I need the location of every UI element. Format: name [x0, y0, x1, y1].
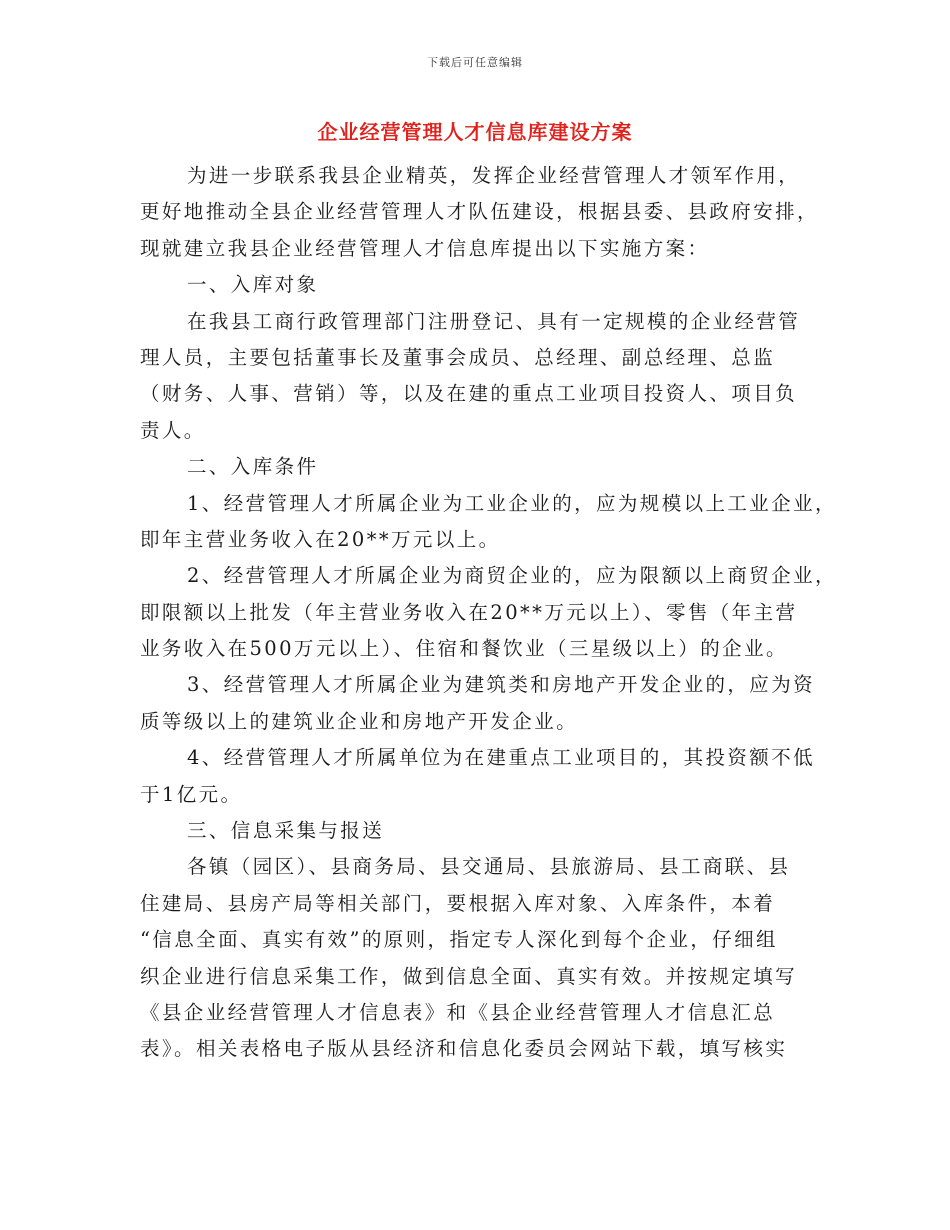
body-line: 2、经营管理人才所属企业为商贸企业的，应为限额以上商贸企业，: [187, 564, 837, 588]
section-heading: 二、入库条件: [187, 455, 319, 479]
body-line: 业务收入在500万元以上）、住宿和餐饮业（三星级以上）的企业。: [140, 637, 788, 661]
body-line: 在我县工商行政管理部门注册登记、具有一定规模的企业经营管: [187, 309, 801, 333]
body-line: 表》。相关表格电子版从县经济和信息化委员会网站下载，填写核实: [140, 1037, 788, 1061]
body-line: 《县企业经营管理人才信息表》和《县企业经营管理人才信息汇总: [140, 1000, 776, 1024]
document-title: 企业经营管理人才信息库建设方案: [317, 120, 633, 144]
body-line: 即限额以上批发（年主营业务收入在20**万元以上）、零售（年主营: [140, 600, 798, 624]
document-body: [140, 158, 837, 1068]
body-line: 住建局、县房产局等相关部门，要根据入库对象、入库条件，本着: [140, 891, 776, 915]
body-line: 1、经营管理人才所属企业为工业企业的，应为规模以上工业企业，: [187, 491, 837, 515]
body-line: 4、经营管理人才所属单位为在建重点工业项目的，其投资额不低: [187, 746, 816, 770]
body-line: 即年主营业务收入在20**万元以上。: [140, 527, 501, 551]
body-line: “信息全面、真实有效”的原则，指定专人深化到每个企业，仔细组: [140, 928, 778, 952]
body-line: 3、经营管理人才所属企业为建筑类和房地产开发企业的，应为资: [187, 673, 816, 697]
body-line: 质等级以上的建筑业企业和房地产开发企业。: [140, 709, 579, 733]
section-heading: 一、入库对象: [187, 273, 319, 297]
body-line: 责人。: [140, 418, 206, 442]
body-line: 更好地推动全县企业经营管理人才队伍建设，根据县委、县政府安排，: [140, 200, 819, 224]
body-line: 理人员，主要包括董事长及董事会成员、总经理、副总经理、总监: [140, 345, 776, 369]
header-note: 下载后可任意编辑: [427, 56, 523, 69]
body-line: 现就建立我县企业经营管理人才信息库提出以下实施方案：: [140, 236, 710, 260]
body-line: （财务、人事、营销）等，以及在建的重点工业项目投资人、项目负: [140, 382, 798, 406]
body-line: 织企业进行信息采集工作，做到信息全面、真实有效。并按规定填写: [140, 964, 798, 988]
body-line: 为进一步联系我县企业精英，发挥企业经营管理人才领军作用，: [187, 164, 801, 187]
body-line: 于1亿元。: [140, 782, 243, 806]
section-heading: 三、信息采集与报送: [187, 819, 385, 843]
body-line: 各镇（园区）、县商务局、县交通局、县旅游局、县工商联、县: [187, 855, 791, 879]
